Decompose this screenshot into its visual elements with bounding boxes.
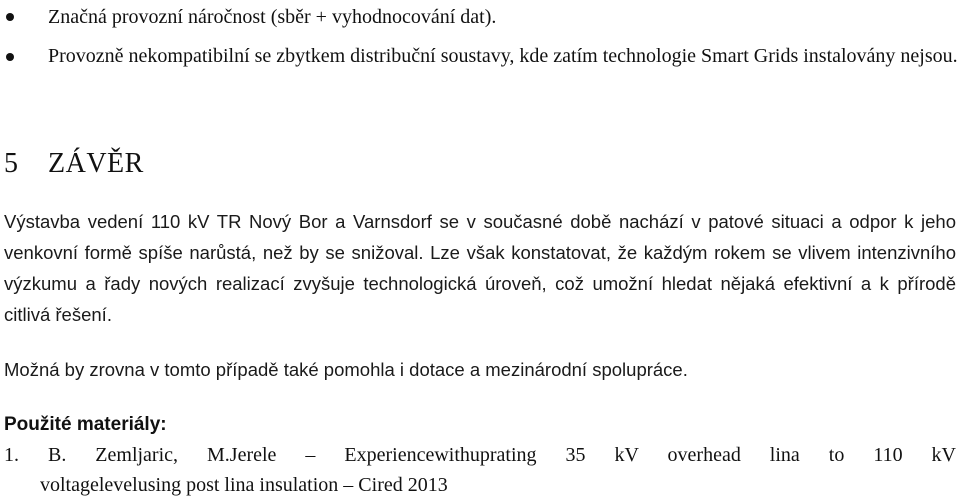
section-heading bbox=[4, 146, 144, 182]
bullet-text: Značná provozní náročnost (sběr + vyhodnocování dat). bbox=[48, 6, 497, 28]
section-title: ZÁVĚR bbox=[48, 148, 144, 179]
reference-line: voltagelevelusing post lina insulation – Cired 2013 bbox=[40, 474, 448, 496]
bullet-icon bbox=[6, 13, 14, 21]
reference-item bbox=[4, 440, 956, 500]
bullet-text: Provozně nekompatibilní se zbytkem distribuční soustavy, kde zatím technologie Smart Grids instalovány nejsou. bbox=[48, 45, 958, 67]
paragraph: Možná by zrovna v tomto případě také pomohla i dotace a mezinárodní spolupráce. bbox=[4, 359, 688, 380]
list-item bbox=[0, 2, 960, 32]
list-item bbox=[0, 42, 960, 70]
materials-heading: Použité materiály: bbox=[4, 414, 167, 435]
paragraph: Výstavba vedení 110 kV TR Nový Bor a Varnsdorf se v současné době nachází v patové situaci a odpor k jeho venkovní formě spíše narůstá, než by se snižoval. Lze však konstatovat, že každým rokem se vlivem intenzivního výzkumu a řady nových realizací zvyšuje technologická úroveň, což umožní hledat nějaká efektivní a k přírodě citlivá řešení. bbox=[4, 211, 956, 325]
section-number: 5 bbox=[4, 148, 19, 179]
reference-line: 1. B. Zemljaric, M.Jerele – Experiencewithuprating 35 kV overhead lina to 110 kV bbox=[4, 444, 956, 466]
bullet-icon bbox=[6, 53, 14, 61]
